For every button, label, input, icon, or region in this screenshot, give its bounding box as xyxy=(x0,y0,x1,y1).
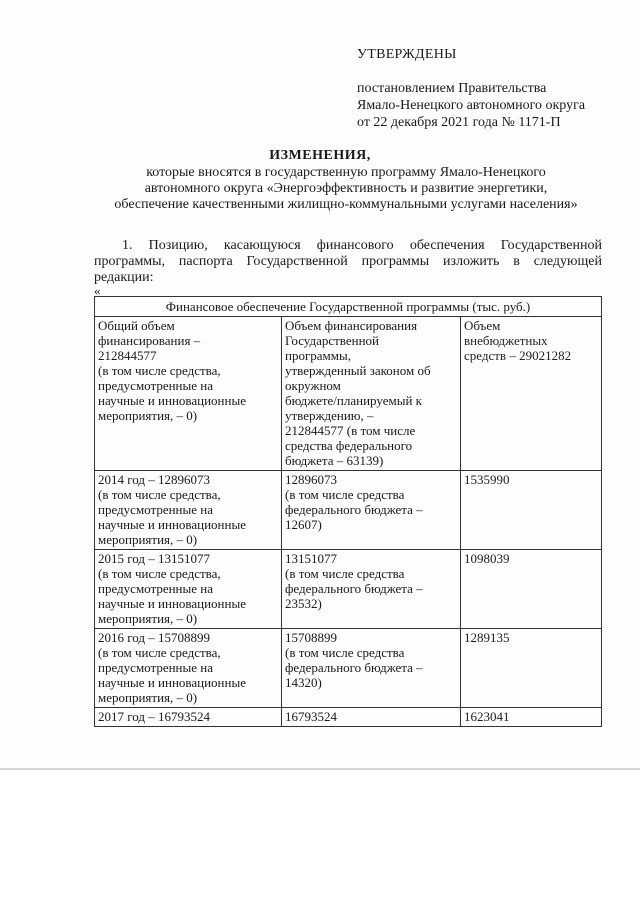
cell-line: программы, xyxy=(285,348,351,363)
cell-line: научные и инновационные xyxy=(98,517,246,532)
cell-line: предусмотренные на xyxy=(98,502,214,517)
cell-line: утвержденный законом об xyxy=(285,363,431,378)
cell-line: мероприятия, – 0) xyxy=(98,408,198,423)
cell-line: научные и инновационные xyxy=(98,675,246,690)
cell-line: бюджете/планируемый к xyxy=(285,393,422,408)
cell-line: бюджета – 63139) xyxy=(285,453,384,468)
cell-line: мероприятия, – 0) xyxy=(98,532,198,547)
table-row xyxy=(95,317,602,471)
cell-line: (в том числе средства, xyxy=(98,363,221,378)
cell-line: федерального бюджета – xyxy=(285,660,423,675)
table-cell-c2 xyxy=(282,471,461,550)
table-cell-c3 xyxy=(461,550,602,629)
cell-line: 1289135 xyxy=(464,630,510,645)
cell-line: (в том числе средства, xyxy=(98,487,221,502)
cell-line: 212844577 (в том числе xyxy=(285,423,416,438)
cell-line: 2016 год – 15708899 xyxy=(98,630,210,645)
cell-line: мероприятия, – 0) xyxy=(98,690,198,705)
cell-line: 2015 год – 13151077 xyxy=(98,551,210,566)
table-cell-c3 xyxy=(461,708,602,727)
cell-line: Государственной xyxy=(285,333,380,348)
table-header: Финансовое обеспечение Государственной программы (тыс. руб.) xyxy=(95,297,602,317)
cell-line: (в том числе средства xyxy=(285,645,405,660)
cell-line: федерального бюджета – xyxy=(285,502,423,517)
cell-line: 1535990 xyxy=(464,472,510,487)
financing-table xyxy=(94,296,602,727)
cell-line: утверждению, – xyxy=(285,408,374,423)
cell-line: 14320) xyxy=(285,675,322,690)
table-cell-c1 xyxy=(95,708,282,727)
table-row xyxy=(95,550,602,629)
cell-line: (в том числе средства xyxy=(285,566,405,581)
document-subtitle xyxy=(90,165,602,213)
cell-line: окружном xyxy=(285,378,341,393)
cell-line: предусмотренные на xyxy=(98,378,214,393)
cell-line: 12607) xyxy=(285,517,322,532)
cell-line: 212844577 xyxy=(98,348,157,363)
open-quote: « xyxy=(94,283,101,298)
approval-title: УТВЕРЖДЕНЫ xyxy=(357,47,457,62)
table-cell-c2 xyxy=(282,629,461,708)
cell-line: мероприятия, – 0) xyxy=(98,611,198,626)
cell-line: (в том числе средства xyxy=(285,487,405,502)
cell-line: 16793524 xyxy=(285,709,337,724)
cell-line: научные и инновационные xyxy=(98,596,246,611)
cell-line: Объем финансирования xyxy=(285,318,418,333)
document-title: ИЗМЕНЕНИЯ, xyxy=(269,148,371,163)
cell-line: федерального бюджета – xyxy=(285,581,423,596)
cell-line: финансирования – xyxy=(98,333,201,348)
table-cell-c2 xyxy=(282,708,461,727)
table-cell-c3 xyxy=(461,629,602,708)
cell-line: 2017 год – 16793524 xyxy=(98,709,210,724)
table-header-row xyxy=(95,297,602,317)
cell-line: 13151077 xyxy=(285,551,337,566)
cell-line: внебюджетных xyxy=(464,333,548,348)
cell-line: средств – 29021282 xyxy=(464,348,572,363)
cell-line: предусмотренные на xyxy=(98,581,214,596)
table-cell-c1 xyxy=(95,629,282,708)
cell-line: средства федерального xyxy=(285,438,413,453)
cell-line: 2014 год – 12896073 xyxy=(98,472,210,487)
approval-line: Ямало-Ненецкого автономного округа xyxy=(357,98,586,113)
cell-line: научные и инновационные xyxy=(98,393,246,408)
cell-line: 15708899 xyxy=(285,630,337,645)
approval-line: от 22 декабря 2021 года № 1171-П xyxy=(357,115,561,130)
approval-block xyxy=(357,46,585,131)
table-cell-c1 xyxy=(95,471,282,550)
table-cell-c2 xyxy=(282,550,461,629)
table-cell-c1 xyxy=(95,550,282,629)
cell-line: 1623041 xyxy=(464,709,510,724)
paragraph-1 xyxy=(94,238,602,286)
cell-line: Объем xyxy=(464,318,501,333)
cell-line: Общий объем xyxy=(98,318,175,333)
paragraph-text: 1. Позицию, касающуюся финансового обеспечения Государственной программы, паспорта Государственной программы изложить в следующей редакции: xyxy=(94,238,602,285)
scan-edge xyxy=(0,768,640,770)
table-cell-c3 xyxy=(461,471,602,550)
table-row xyxy=(95,471,602,550)
subtitle-line: автономного округа «Энергоэффективность и развитие энергетики, xyxy=(144,181,548,196)
cell-line: 1098039 xyxy=(464,551,510,566)
subtitle-line: которые вносятся в государственную программу Ямало-Ненецкого xyxy=(146,165,546,180)
table-row xyxy=(95,629,602,708)
approval-line: постановлением Правительства xyxy=(357,81,547,96)
cell-line: (в том числе средства, xyxy=(98,645,221,660)
table-cell-c1 xyxy=(95,317,282,471)
cell-line: (в том числе средства, xyxy=(98,566,221,581)
cell-line: 23532) xyxy=(285,596,322,611)
table-cell-c2 xyxy=(282,317,461,471)
table-row xyxy=(95,708,602,727)
cell-line: предусмотренные на xyxy=(98,660,214,675)
table-cell-c3 xyxy=(461,317,602,471)
cell-line: 12896073 xyxy=(285,472,337,487)
subtitle-line: обеспечение качественными жилищно-коммунальными услугами населения» xyxy=(114,197,578,212)
